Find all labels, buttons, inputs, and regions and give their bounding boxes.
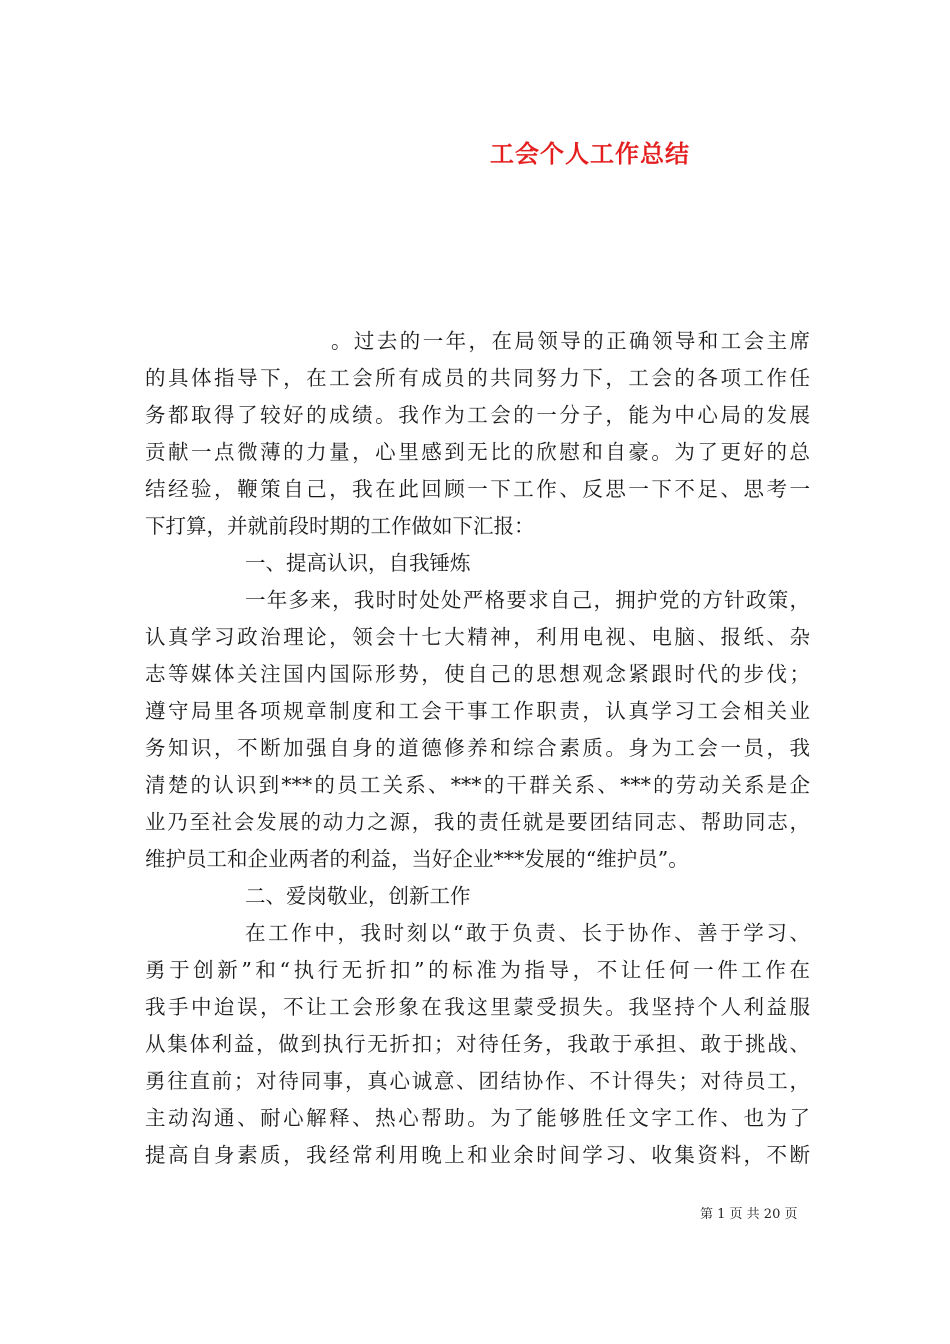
paragraph-line: 主动沟通、耐心解释、热心帮助。为了能够胜任文字工作、也为了 bbox=[145, 1106, 810, 1130]
paragraph-line: 认真学习政治理论，领会十七大精神，利用电视、电脑、报纸、杂 bbox=[145, 625, 810, 649]
paragraph-line: 提高自身素质，我经常利用晚上和业余时间学习、收集资料，不断 bbox=[145, 1143, 810, 1167]
document-body bbox=[145, 323, 810, 1174]
paragraph-line: 务知识，不断加强自身的道德修养和综合素质。身为工会一员，我 bbox=[145, 736, 810, 760]
paragraph-line: 勇于创新”和“执行无折扣”的标准为指导，不让任何一件工作在 bbox=[145, 958, 810, 982]
paragraph-line: 一年多来，我时时处处严格要求自己，拥护党的方针政策， bbox=[245, 588, 810, 612]
paragraph-line: 维护员工和企业两者的利益，当好企业***发展的“维护员”。 bbox=[145, 847, 689, 871]
paragraph-line: 志等媒体关注国内国际形势，使自己的思想观念紧跟时代的步伐； bbox=[145, 662, 810, 686]
paragraph-line: 下打算，并就前段时期的工作做如下汇报： bbox=[145, 514, 535, 538]
document-title: 工会个人工作总结 bbox=[490, 140, 690, 168]
paragraph-line: 贡献一点微薄的力量，心里感到无比的欣慰和自豪。为了更好的总 bbox=[145, 440, 810, 464]
paragraph-line: 清楚的认识到***的员工关系、***的干群关系、***的劳动关系是企 bbox=[145, 773, 810, 797]
section-heading: 二、爱岗敬业，创新工作 bbox=[245, 884, 471, 908]
paragraph-line: 遵守局里各项规章制度和工会干事工作职责，认真学习工会相关业 bbox=[145, 699, 810, 723]
paragraph-line: 我手中迨误，不让工会形象在我这里蒙受损失。我坚持个人利益服 bbox=[145, 995, 810, 1019]
paragraph-line: 务都取得了较好的成绩。我作为工会的一分子，能为中心局的发展 bbox=[145, 403, 810, 427]
paragraph-line: 结经验，鞭策自己，我在此回顾一下工作、反思一下不足、思考一 bbox=[145, 477, 810, 501]
paragraph-line: 。过去的一年，在局领导的正确领导和工会主席 bbox=[331, 329, 810, 353]
page-number: 第 1 页 共 20 页 bbox=[700, 1207, 798, 1222]
section-heading: 一、提高认识，自我锤炼 bbox=[245, 551, 471, 575]
paragraph-line: 业乃至社会发展的动力之源，我的责任就是要团结同志、帮助同志， bbox=[145, 810, 810, 834]
paragraph-line: 勇往直前；对待同事，真心诚意、团结协作、不计得失；对待员工， bbox=[145, 1069, 810, 1093]
paragraph-line: 在工作中，我时刻以“敢于负责、长于协作、善于学习、 bbox=[245, 921, 810, 945]
paragraph-line: 的具体指导下，在工会所有成员的共同努力下，工会的各项工作任 bbox=[145, 366, 810, 390]
paragraph-line: 从集体利益，做到执行无折扣；对待任务，我敢于承担、敢于挑战、 bbox=[145, 1032, 810, 1056]
